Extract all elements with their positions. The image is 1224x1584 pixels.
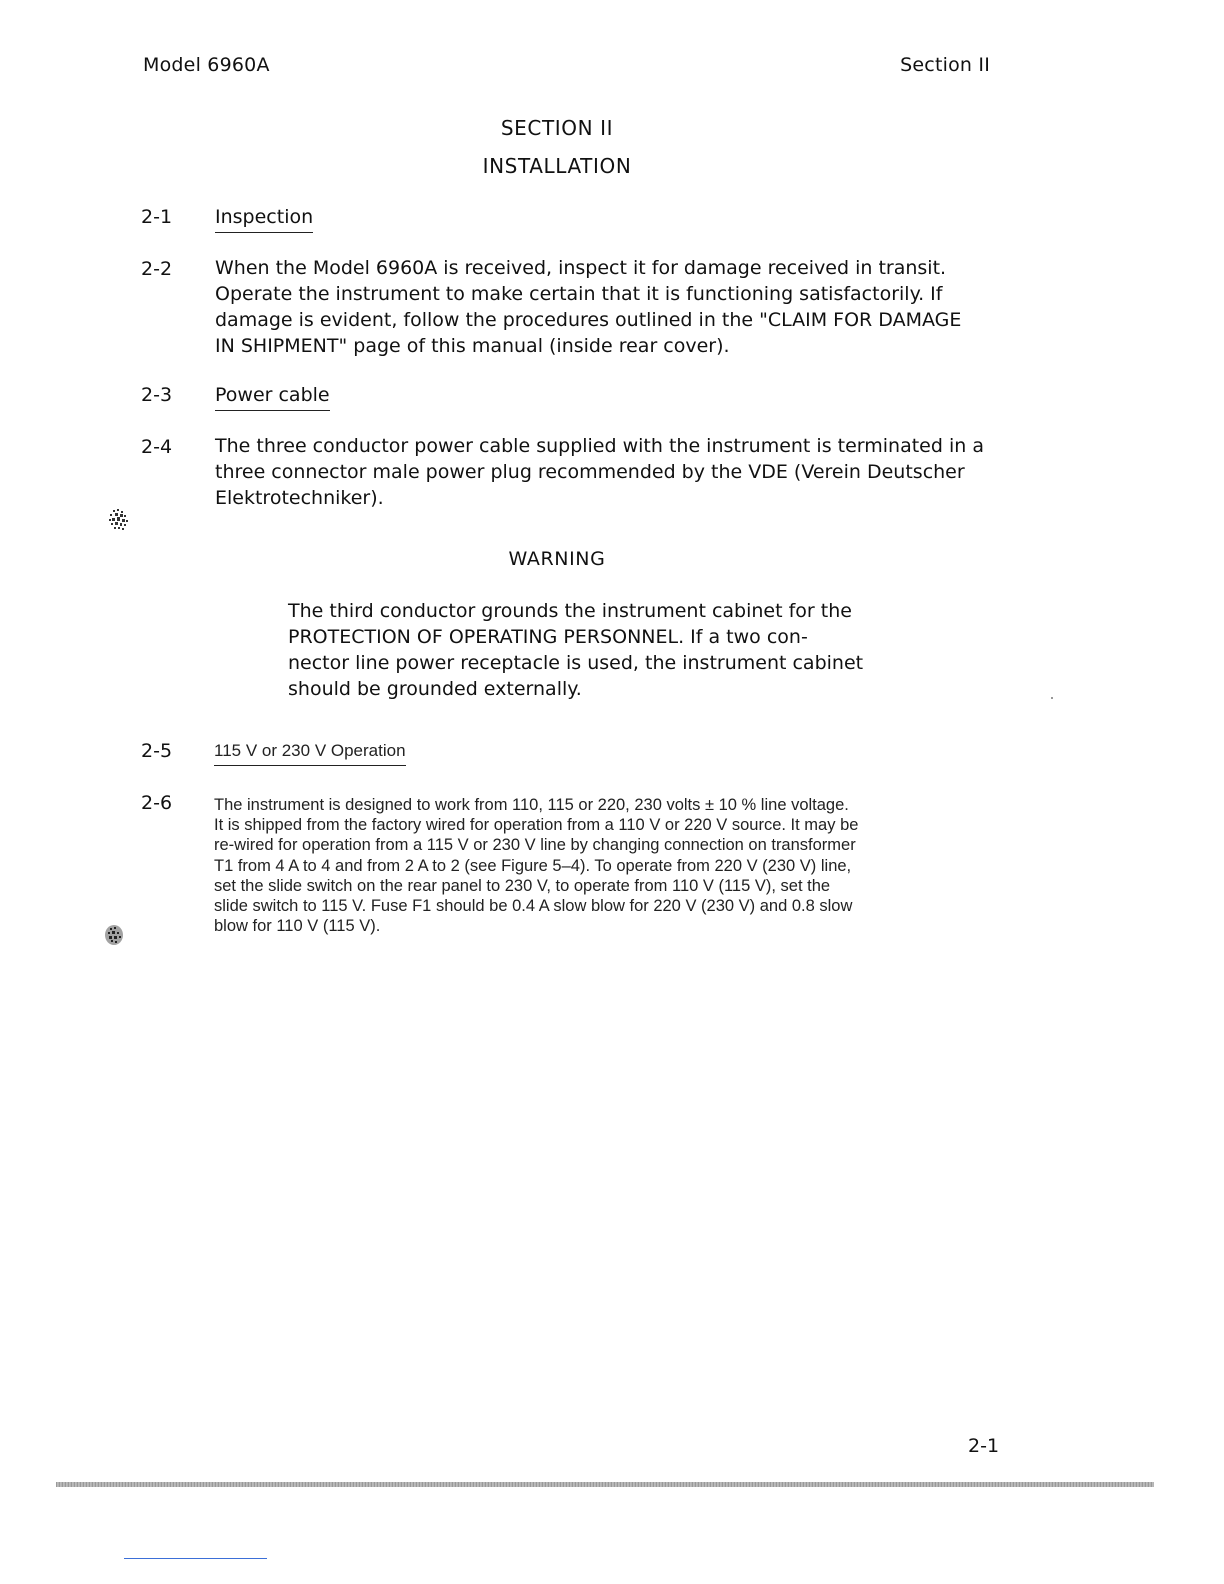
blue-rule-line xyxy=(124,1558,267,1559)
text-line: re-wired for operation from a 115 V or 230 V line by changing connection on transformer xyxy=(214,836,856,855)
text-line: damage is evident, follow the procedures outlined in the "CLAIM FOR DAMAGE xyxy=(215,309,962,331)
text-line: three connector male power plug recommended by the VDE (Verein Deutscher xyxy=(215,461,965,483)
text-line: slide switch to 115 V. Fuse F1 should be 0.4 A slow blow for 220 V (230 V) and 0.8 slow xyxy=(214,897,853,916)
paragraph-voltage-text xyxy=(214,795,858,936)
text-line: Elektrotechniker). xyxy=(215,487,384,509)
text-line: PROTECTION OF OPERATING PERSONNEL. If a two con- xyxy=(288,626,808,648)
paragraph-inspection-text xyxy=(215,255,961,359)
heading-power-cable: Power cable xyxy=(215,384,330,411)
heading-inspection: Inspection xyxy=(215,206,313,233)
warning-text xyxy=(288,598,863,702)
paragraph-number: 2-6 xyxy=(141,792,173,814)
section-title: SECTION II xyxy=(500,116,614,140)
paragraph-number: 2-1 xyxy=(141,206,173,228)
punch-hole-mark xyxy=(103,923,125,947)
header-section: Section II xyxy=(900,54,990,76)
text-line: The third conductor grounds the instrument cabinet for the xyxy=(288,600,852,622)
warning-title: WARNING xyxy=(508,548,606,570)
text-line: set the slide switch on the rear panel to 230 V, to operate from 110 V (115 V), set the xyxy=(214,876,831,895)
heading-voltage-operation: 115 V or 230 V Operation xyxy=(214,741,406,766)
page-number: 2-1 xyxy=(968,1435,1000,1457)
text-line: When the Model 6960A is received, inspect it for damage received in transit. xyxy=(215,257,947,279)
punch-hole-mark xyxy=(107,508,129,532)
text-line: should be grounded externally. xyxy=(288,678,582,700)
scan-speck xyxy=(1051,697,1053,699)
paragraph-power-cable-text xyxy=(215,433,984,511)
text-line: The instrument is designed to work from 110, 115 or 220, 230 volts ± 10 % line voltage. xyxy=(214,796,849,814)
text-line: T1 from 4 A to 4 and from 2 A to 2 (see Figure 5–4). To operate from 220 V (230 V) line, xyxy=(214,856,852,875)
paragraph-number: 2-4 xyxy=(141,436,173,458)
text-line: Operate the instrument to make certain that it is functioning satisfactorily. If xyxy=(215,283,943,305)
text-line: IN SHIPMENT" page of this manual (inside rear cover). xyxy=(215,335,730,357)
paragraph-number: 2-2 xyxy=(141,258,173,280)
paragraph-number: 2-3 xyxy=(141,384,173,406)
text-line: It is shipped from the factory wired for operation from a 110 V or 220 V source. It may be xyxy=(214,816,859,835)
scan-edge-line xyxy=(56,1482,1154,1487)
text-line: The three conductor power cable supplied with the instrument is terminated in a xyxy=(215,435,984,457)
paragraph-number: 2-5 xyxy=(141,740,173,762)
header-model: Model 6960A xyxy=(143,54,270,76)
section-subtitle: INSTALLATION xyxy=(482,154,632,178)
text-line: blow for 110 V (115 V). xyxy=(214,917,381,936)
text-line: nector line power receptacle is used, the instrument cabinet xyxy=(288,652,864,674)
